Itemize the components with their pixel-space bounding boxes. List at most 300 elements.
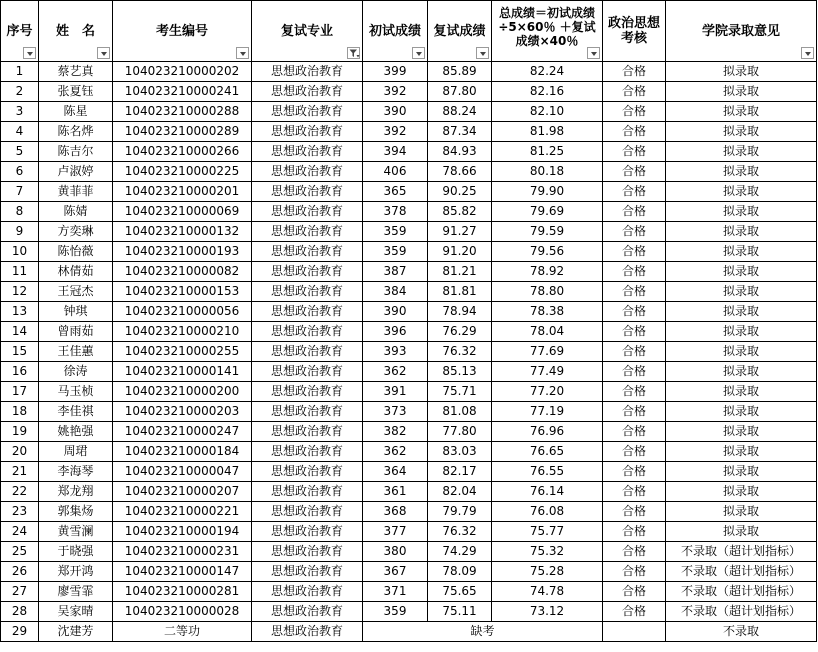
- cell-prelim-score: 359: [363, 602, 428, 622]
- cell-prelim-score: 361: [363, 482, 428, 502]
- cell-seq: 28: [1, 602, 39, 622]
- cell-decision: 拟录取: [666, 402, 817, 422]
- cell-prelim-score: 384: [363, 282, 428, 302]
- table-row: [1, 202, 817, 222]
- cell-name: 廖雪霏: [39, 582, 113, 602]
- cell-name: 陈怡薇: [39, 242, 113, 262]
- table-row: [1, 562, 817, 582]
- cell-name: 姚艳强: [39, 422, 113, 442]
- cell-total-score: 80.18: [492, 162, 603, 182]
- cell-major: 思想政治教育: [252, 102, 363, 122]
- cell-exam-no: 104023210000147: [113, 562, 252, 582]
- cell-political: 合格: [603, 162, 666, 182]
- cell-seq: 22: [1, 482, 39, 502]
- cell-total-score: 82.24: [492, 62, 603, 82]
- cell-prelim-score: 394: [363, 142, 428, 162]
- cell-retest-score: 87.80: [428, 82, 492, 102]
- cell-political: 合格: [603, 382, 666, 402]
- cell-name: 黄雪澜: [39, 522, 113, 542]
- cell-decision: 拟录取: [666, 322, 817, 342]
- cell-political: 合格: [603, 502, 666, 522]
- cell-seq: 27: [1, 582, 39, 602]
- table-row: [1, 582, 817, 602]
- cell-decision: 拟录取: [666, 502, 817, 522]
- cell-exam-no: 104023210000194: [113, 522, 252, 542]
- table-row: [1, 242, 817, 262]
- cell-exam-no: 104023210000028: [113, 602, 252, 622]
- cell-seq: 29: [1, 622, 39, 642]
- cell-exam-no: 104023210000193: [113, 242, 252, 262]
- cell-exam-no: 104023210000141: [113, 362, 252, 382]
- cell-major: 思想政治教育: [252, 562, 363, 582]
- cell-total-score: 81.25: [492, 142, 603, 162]
- cell-major: 思想政治教育: [252, 182, 363, 202]
- cell-exam-no: 104023210000056: [113, 302, 252, 322]
- cell-seq: 11: [1, 262, 39, 282]
- cell-name: 王冠杰: [39, 282, 113, 302]
- cell-seq: 8: [1, 202, 39, 222]
- cell-name: 陈吉尔: [39, 142, 113, 162]
- cell-seq: 4: [1, 122, 39, 142]
- cell-total-score: 75.28: [492, 562, 603, 582]
- cell-prelim-score: 406: [363, 162, 428, 182]
- table-row: [1, 442, 817, 462]
- cell-exam-no: 104023210000207: [113, 482, 252, 502]
- cell-exam-no: 104023210000247: [113, 422, 252, 442]
- cell-political: 合格: [603, 102, 666, 122]
- cell-retest-score: 91.27: [428, 222, 492, 242]
- cell-name: 陈名烨: [39, 122, 113, 142]
- cell-prelim-score: 378: [363, 202, 428, 222]
- cell-total-score: 74.78: [492, 582, 603, 602]
- cell-name: 李海琴: [39, 462, 113, 482]
- cell-exam-no: 二等功: [113, 622, 252, 642]
- cell-retest-score: 82.17: [428, 462, 492, 482]
- cell-political: 合格: [603, 182, 666, 202]
- cell-major: 思想政治教育: [252, 582, 363, 602]
- cell-exam-no: 104023210000281: [113, 582, 252, 602]
- cell-seq: 5: [1, 142, 39, 162]
- cell-retest-score: 83.03: [428, 442, 492, 462]
- cell-political: 合格: [603, 222, 666, 242]
- cell-political: 合格: [603, 422, 666, 442]
- cell-retest-score: 81.81: [428, 282, 492, 302]
- cell-prelim-score: 393: [363, 342, 428, 362]
- cell-seq: 16: [1, 362, 39, 382]
- cell-prelim-score: 373: [363, 402, 428, 422]
- cell-total-score: 76.96: [492, 422, 603, 442]
- cell-seq: 24: [1, 522, 39, 542]
- cell-name: 方奕琳: [39, 222, 113, 242]
- cell-major: 思想政治教育: [252, 402, 363, 422]
- cell-seq: 20: [1, 442, 39, 462]
- cell-decision: 拟录取: [666, 482, 817, 502]
- cell-total-score: 79.59: [492, 222, 603, 242]
- cell-major: 思想政治教育: [252, 602, 363, 622]
- cell-major: 思想政治教育: [252, 542, 363, 562]
- cell-major: 思想政治教育: [252, 342, 363, 362]
- cell-retest-score: 75.11: [428, 602, 492, 622]
- filter-dropdown-icon[interactable]: [587, 47, 600, 59]
- cell-major: 思想政治教育: [252, 202, 363, 222]
- cell-exam-no: 104023210000201: [113, 182, 252, 202]
- cell-exam-no: 104023210000210: [113, 322, 252, 342]
- cell-total-score: 76.14: [492, 482, 603, 502]
- cell-name: 郑开鸿: [39, 562, 113, 582]
- cell-seq: 2: [1, 82, 39, 102]
- cell-prelim-score: 387: [363, 262, 428, 282]
- table-row: [1, 342, 817, 362]
- cell-retest-score: 91.20: [428, 242, 492, 262]
- header-name: 姓 名: [39, 1, 113, 62]
- cell-exam-no: 104023210000221: [113, 502, 252, 522]
- cell-prelim-score: 382: [363, 422, 428, 442]
- cell-political: 合格: [603, 342, 666, 362]
- cell-major: 思想政治教育: [252, 282, 363, 302]
- cell-retest-score: 78.66: [428, 162, 492, 182]
- cell-major: 思想政治教育: [252, 362, 363, 382]
- table-body: [1, 62, 817, 622]
- cell-name: 吴家晴: [39, 602, 113, 622]
- cell-major: 思想政治教育: [252, 442, 363, 462]
- cell-name: 马玉桢: [39, 382, 113, 402]
- cell-exam-no: 104023210000202: [113, 62, 252, 82]
- cell-political: [603, 622, 666, 642]
- cell-total-score: 76.08: [492, 502, 603, 522]
- cell-major: 思想政治教育: [252, 382, 363, 402]
- filter-dropdown-icon[interactable]: [476, 47, 489, 59]
- cell-major: 思想政治教育: [252, 222, 363, 242]
- table-row: [1, 222, 817, 242]
- header-exam-no: 考生编号: [113, 1, 252, 62]
- header-total-score: 总成绩＝初试成绩÷5×60％ ＋复试成绩×40％: [492, 1, 603, 62]
- cell-major: 思想政治教育: [252, 502, 363, 522]
- cell-total-score: 82.10: [492, 102, 603, 122]
- header-decision: 学院录取意见: [666, 1, 817, 62]
- cell-political: 合格: [603, 562, 666, 582]
- table-row: [1, 382, 817, 402]
- cell-decision: 拟录取: [666, 62, 817, 82]
- cell-political: 合格: [603, 242, 666, 262]
- filter-active-funnel-icon[interactable]: [347, 47, 360, 59]
- cell-retest-score: 87.34: [428, 122, 492, 142]
- cell-retest-score: 82.04: [428, 482, 492, 502]
- cell-decision: 拟录取: [666, 122, 817, 142]
- header-seq: 序号: [1, 1, 39, 62]
- table-row: [1, 62, 817, 82]
- cell-name: 郭集炀: [39, 502, 113, 522]
- filter-dropdown-icon[interactable]: [236, 47, 249, 59]
- cell-name: 王佳蕙: [39, 342, 113, 362]
- cell-prelim-score: 362: [363, 362, 428, 382]
- cell-total-score: 76.55: [492, 462, 603, 482]
- cell-name: 卢淑婷: [39, 162, 113, 182]
- cell-name: 郑龙翔: [39, 482, 113, 502]
- cell-major: 思想政治教育: [252, 162, 363, 182]
- cell-major: 思想政治教育: [252, 422, 363, 442]
- cell-seq: 19: [1, 422, 39, 442]
- cell-seq: 18: [1, 402, 39, 422]
- cell-major: 思想政治教育: [252, 62, 363, 82]
- cell-political: 合格: [603, 62, 666, 82]
- cell-total-score: 78.38: [492, 302, 603, 322]
- cell-prelim-score: 362: [363, 442, 428, 462]
- cell-retest-score: 75.71: [428, 382, 492, 402]
- cell-name: 陈星: [39, 102, 113, 122]
- cell-political: 合格: [603, 582, 666, 602]
- cell-name: 钟琪: [39, 302, 113, 322]
- funnel-icon: [349, 49, 360, 59]
- table-row: [1, 102, 817, 122]
- cell-prelim-score: 359: [363, 242, 428, 262]
- cell-total-score: 73.12: [492, 602, 603, 622]
- header-retest-score: 复试成绩: [428, 1, 492, 62]
- table-row: [1, 522, 817, 542]
- cell-prelim-score: 365: [363, 182, 428, 202]
- cell-retest-score: 78.09: [428, 562, 492, 582]
- cell-prelim-score: 371: [363, 582, 428, 602]
- table-row-absent: [1, 622, 817, 642]
- header-prelim-score: 初试成绩: [363, 1, 428, 62]
- cell-major: 思想政治教育: [252, 482, 363, 502]
- cell-prelim-score: 396: [363, 322, 428, 342]
- cell-name: 徐涛: [39, 362, 113, 382]
- cell-political: 合格: [603, 462, 666, 482]
- cell-total-score: 78.04: [492, 322, 603, 342]
- table-row: [1, 362, 817, 382]
- cell-retest-score: 85.13: [428, 362, 492, 382]
- cell-major: 思想政治教育: [252, 522, 363, 542]
- cell-decision: 拟录取: [666, 242, 817, 262]
- cell-political: 合格: [603, 482, 666, 502]
- cell-total-score: 75.77: [492, 522, 603, 542]
- filter-dropdown-icon[interactable]: [23, 47, 36, 59]
- cell-retest-score: 75.65: [428, 582, 492, 602]
- cell-decision: 不录取（超计划指标）: [666, 602, 817, 622]
- cell-decision: 不录取（超计划指标）: [666, 542, 817, 562]
- cell-exam-no: 104023210000069: [113, 202, 252, 222]
- cell-prelim-score: 380: [363, 542, 428, 562]
- cell-decision: 拟录取: [666, 282, 817, 302]
- table-row: [1, 502, 817, 522]
- header-political: 政治思想考核: [603, 1, 666, 62]
- cell-prelim-score: 390: [363, 302, 428, 322]
- cell-major: 思想政治教育: [252, 142, 363, 162]
- cell-seq: 6: [1, 162, 39, 182]
- table-row: [1, 122, 817, 142]
- cell-total-score: 79.69: [492, 202, 603, 222]
- cell-decision: 不录取（超计划指标）: [666, 562, 817, 582]
- cell-political: 合格: [603, 402, 666, 422]
- cell-exam-no: 104023210000231: [113, 542, 252, 562]
- cell-exam-no: 104023210000153: [113, 282, 252, 302]
- cell-name: 李佳祺: [39, 402, 113, 422]
- cell-exam-no: 104023210000266: [113, 142, 252, 162]
- cell-seq: 1: [1, 62, 39, 82]
- table-row: [1, 182, 817, 202]
- cell-retest-score: 74.29: [428, 542, 492, 562]
- cell-exam-no: 104023210000203: [113, 402, 252, 422]
- table-row: [1, 302, 817, 322]
- cell-total-score: 77.19: [492, 402, 603, 422]
- cell-prelim-score: 377: [363, 522, 428, 542]
- cell-decision: 拟录取: [666, 222, 817, 242]
- cell-retest-score: 76.32: [428, 522, 492, 542]
- table-row: [1, 402, 817, 422]
- cell-seq: 26: [1, 562, 39, 582]
- cell-total-score: 77.20: [492, 382, 603, 402]
- table-row: [1, 162, 817, 182]
- filter-dropdown-icon[interactable]: [412, 47, 425, 59]
- cell-prelim-score: 364: [363, 462, 428, 482]
- cell-exam-no: 104023210000225: [113, 162, 252, 182]
- cell-decision: 拟录取: [666, 82, 817, 102]
- cell-exam-no: 104023210000082: [113, 262, 252, 282]
- table-row: [1, 482, 817, 502]
- cell-seq: 15: [1, 342, 39, 362]
- cell-total-score: 77.49: [492, 362, 603, 382]
- cell-exam-no: 104023210000200: [113, 382, 252, 402]
- cell-political: 合格: [603, 202, 666, 222]
- cell-political: 合格: [603, 362, 666, 382]
- table-row: [1, 542, 817, 562]
- cell-major: 思想政治教育: [252, 262, 363, 282]
- table-row: [1, 282, 817, 302]
- cell-decision: 拟录取: [666, 202, 817, 222]
- cell-major: 思想政治教育: [252, 462, 363, 482]
- cell-decision: 拟录取: [666, 522, 817, 542]
- table-row: [1, 322, 817, 342]
- cell-name: 周珺: [39, 442, 113, 462]
- cell-prelim-score: 367: [363, 562, 428, 582]
- cell-total-score: 82.16: [492, 82, 603, 102]
- cell-exam-no: 104023210000047: [113, 462, 252, 482]
- cell-major: 思想政治教育: [252, 242, 363, 262]
- cell-retest-score: 77.80: [428, 422, 492, 442]
- cell-name: 张夏钰: [39, 82, 113, 102]
- cell-political: 合格: [603, 442, 666, 462]
- cell-decision: 拟录取: [666, 442, 817, 462]
- table-row: [1, 422, 817, 442]
- cell-name: 曾雨茹: [39, 322, 113, 342]
- cell-retest-score: 85.89: [428, 62, 492, 82]
- header-row: [1, 1, 817, 62]
- cell-major: 思想政治教育: [252, 622, 363, 642]
- cell-retest-score: 76.32: [428, 342, 492, 362]
- cell-major: 思想政治教育: [252, 302, 363, 322]
- cell-name: 林倩茹: [39, 262, 113, 282]
- cell-prelim-score: 368: [363, 502, 428, 522]
- cell-prelim-score: 392: [363, 82, 428, 102]
- table-row: [1, 82, 817, 102]
- cell-prelim-score: 359: [363, 222, 428, 242]
- cell-seq: 9: [1, 222, 39, 242]
- cell-total-score: 76.65: [492, 442, 603, 462]
- cell-retest-score: 81.21: [428, 262, 492, 282]
- cell-exam-no: 104023210000241: [113, 82, 252, 102]
- filter-dropdown-icon[interactable]: [801, 47, 814, 59]
- cell-major: 思想政治教育: [252, 82, 363, 102]
- cell-decision: 不录取: [666, 622, 817, 642]
- filter-dropdown-icon[interactable]: [97, 47, 110, 59]
- cell-exam-no: 104023210000255: [113, 342, 252, 362]
- cell-decision: 拟录取: [666, 142, 817, 162]
- cell-major: 思想政治教育: [252, 322, 363, 342]
- table-row: [1, 142, 817, 162]
- cell-total-score: 75.32: [492, 542, 603, 562]
- cell-decision: 拟录取: [666, 342, 817, 362]
- cell-political: 合格: [603, 142, 666, 162]
- cell-political: 合格: [603, 262, 666, 282]
- header-major: 复试专业: [252, 1, 363, 62]
- cell-prelim-score: 390: [363, 102, 428, 122]
- cell-name: 黄菲菲: [39, 182, 113, 202]
- table-row: [1, 602, 817, 622]
- cell-decision: 拟录取: [666, 302, 817, 322]
- cell-political: 合格: [603, 542, 666, 562]
- cell-seq: 12: [1, 282, 39, 302]
- cell-decision: 拟录取: [666, 422, 817, 442]
- cell-political: 合格: [603, 302, 666, 322]
- cell-retest-score: 85.82: [428, 202, 492, 222]
- cell-decision: 拟录取: [666, 262, 817, 282]
- cell-seq: 23: [1, 502, 39, 522]
- cell-prelim-score: 392: [363, 122, 428, 142]
- table-row: [1, 262, 817, 282]
- cell-name: 蔡艺真: [39, 62, 113, 82]
- cell-seq: 3: [1, 102, 39, 122]
- cell-political: 合格: [603, 322, 666, 342]
- cell-decision: 拟录取: [666, 362, 817, 382]
- cell-prelim-score: 399: [363, 62, 428, 82]
- cell-seq: 25: [1, 542, 39, 562]
- cell-seq: 10: [1, 242, 39, 262]
- cell-seq: 7: [1, 182, 39, 202]
- cell-decision: 拟录取: [666, 462, 817, 482]
- cell-seq: 13: [1, 302, 39, 322]
- cell-total-score: 78.92: [492, 262, 603, 282]
- cell-exam-no: 104023210000289: [113, 122, 252, 142]
- cell-name: 沈建芳: [39, 622, 113, 642]
- cell-exam-no: 104023210000288: [113, 102, 252, 122]
- cell-retest-score: 84.93: [428, 142, 492, 162]
- cell-political: 合格: [603, 522, 666, 542]
- cell-decision: 不录取（超计划指标）: [666, 582, 817, 602]
- cell-decision: 拟录取: [666, 182, 817, 202]
- cell-decision: 拟录取: [666, 382, 817, 402]
- cell-exam-no: 104023210000184: [113, 442, 252, 462]
- cell-decision: 拟录取: [666, 162, 817, 182]
- cell-retest-score: 79.79: [428, 502, 492, 522]
- cell-total-score: 79.90: [492, 182, 603, 202]
- cell-name: 陈婧: [39, 202, 113, 222]
- cell-major: 思想政治教育: [252, 122, 363, 142]
- cell-total-score: 81.98: [492, 122, 603, 142]
- cell-retest-score: 81.08: [428, 402, 492, 422]
- cell-exam-no: 104023210000132: [113, 222, 252, 242]
- cell-retest-score: 90.25: [428, 182, 492, 202]
- cell-total-score: 78.80: [492, 282, 603, 302]
- cell-decision: 拟录取: [666, 102, 817, 122]
- cell-retest-score: 88.24: [428, 102, 492, 122]
- cell-seq: 21: [1, 462, 39, 482]
- table-row: [1, 462, 817, 482]
- cell-political: 合格: [603, 82, 666, 102]
- cell-total-score: 79.56: [492, 242, 603, 262]
- cell-retest-score: 76.29: [428, 322, 492, 342]
- cell-political: 合格: [603, 122, 666, 142]
- cell-seq: 14: [1, 322, 39, 342]
